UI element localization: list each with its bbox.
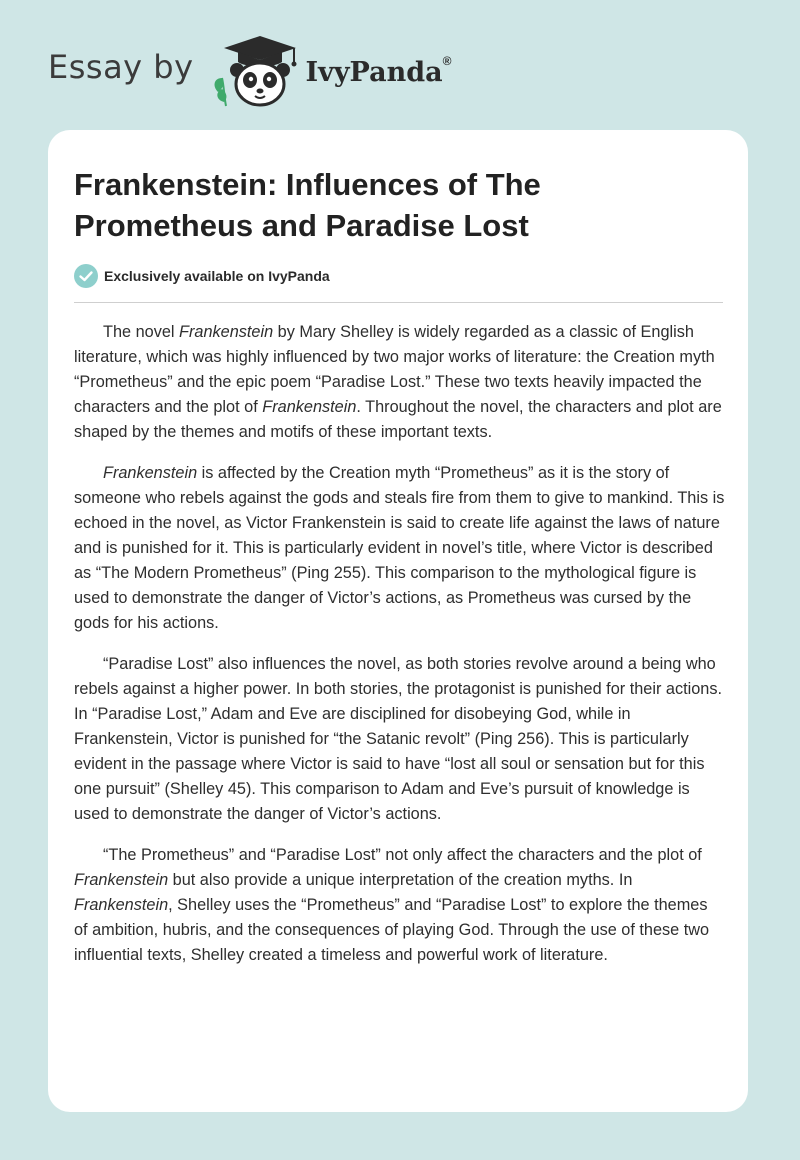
paragraph-text: . Throughout the novel, the characters and plot are shaped by the themes and motifs of these important texts. [74, 398, 722, 441]
italic-text: Frankenstein [103, 464, 198, 482]
essay-paragraph [74, 843, 725, 968]
paragraph-text: “Paradise Lost” also influences the novel, as both stories revolve around a being who rebels against a higher power. In both stories, the protagonist is punished for their actions. In “Paradise Lost,” Adam and Eve are disciplined for disobeying God, while in Frankenstein, Victor is punished for “the Satanic revolt” (Ping 256). This is particularly evident in the passage where Victor is said to have “lost all soul or sensation but for this one pursuit” (Shelley 45). This comparison to Adam and Eve’s pursuit of knowledge is used to demonstrate the danger of Victor’s actions. [74, 655, 723, 823]
divider [74, 302, 723, 303]
italic-text: Frankenstein [179, 323, 274, 341]
essay-paragraph [74, 320, 725, 445]
brand-name[interactable] [305, 53, 452, 88]
italic-text: Frankenstein [262, 398, 357, 416]
paragraph-text: The novel [103, 323, 180, 341]
paragraph-text: but also provide a unique interpretation of the creation myths. In [168, 871, 633, 889]
essay-title: Frankenstein: Influences of The Prometheus and Paradise Lost [74, 167, 541, 243]
brand-name-text: IvyPanda [305, 56, 443, 88]
essay-card [48, 130, 748, 1112]
essay-paragraph [74, 652, 725, 827]
exclusive-badge [74, 264, 330, 288]
paragraph-text: is affected by the Creation myth “Prometheus” as it is the story of someone who rebels against the gods and steals fire from them to give to mankind. This is echoed in the novel, as Victor Frankenstein is said to create life against the laws of nature and is punished for it. This is particularly evident in novel’s title, where Victor is described as “The Modern Prometheus” (Ping 255). This comparison to the mythological figure is used to demonstrate the danger of Victor’s actions, as Prometheus was cursed by the gods for his actions. [74, 464, 725, 632]
site-header [48, 30, 451, 110]
italic-text: Frankenstein [74, 871, 169, 889]
registered-mark: ® [442, 53, 452, 68]
exclusive-badge-label: Exclusively available on IvyPanda [104, 268, 330, 284]
paragraph-text: “The Prometheus” and “Paradise Lost” not only affect the characters and the plot of [103, 846, 702, 864]
essay-by-label: Essay by [48, 48, 194, 86]
italic-text: Frankenstein [74, 896, 169, 914]
check-circle-icon [74, 264, 98, 288]
paragraph-text: by Mary Shelley is widely regarded as a classic of English literature, which was highly influenced by two major works of literature: the Creation myth “Prometheus” and the epic poem “Paradise Lost.” These two texts heavily impacted the characters and the plot of [74, 323, 715, 416]
essay-body [74, 320, 725, 984]
panda-graduate-icon[interactable] [210, 30, 302, 110]
paragraph-text: , Shelley uses the “Prometheus” and “Paradise Lost” to explore the themes of ambition, hubris, and the consequences of playing God. Through the use of these two influential texts, Shelley created a timeless and powerful work of literature. [74, 896, 710, 964]
essay-paragraph [74, 461, 725, 636]
